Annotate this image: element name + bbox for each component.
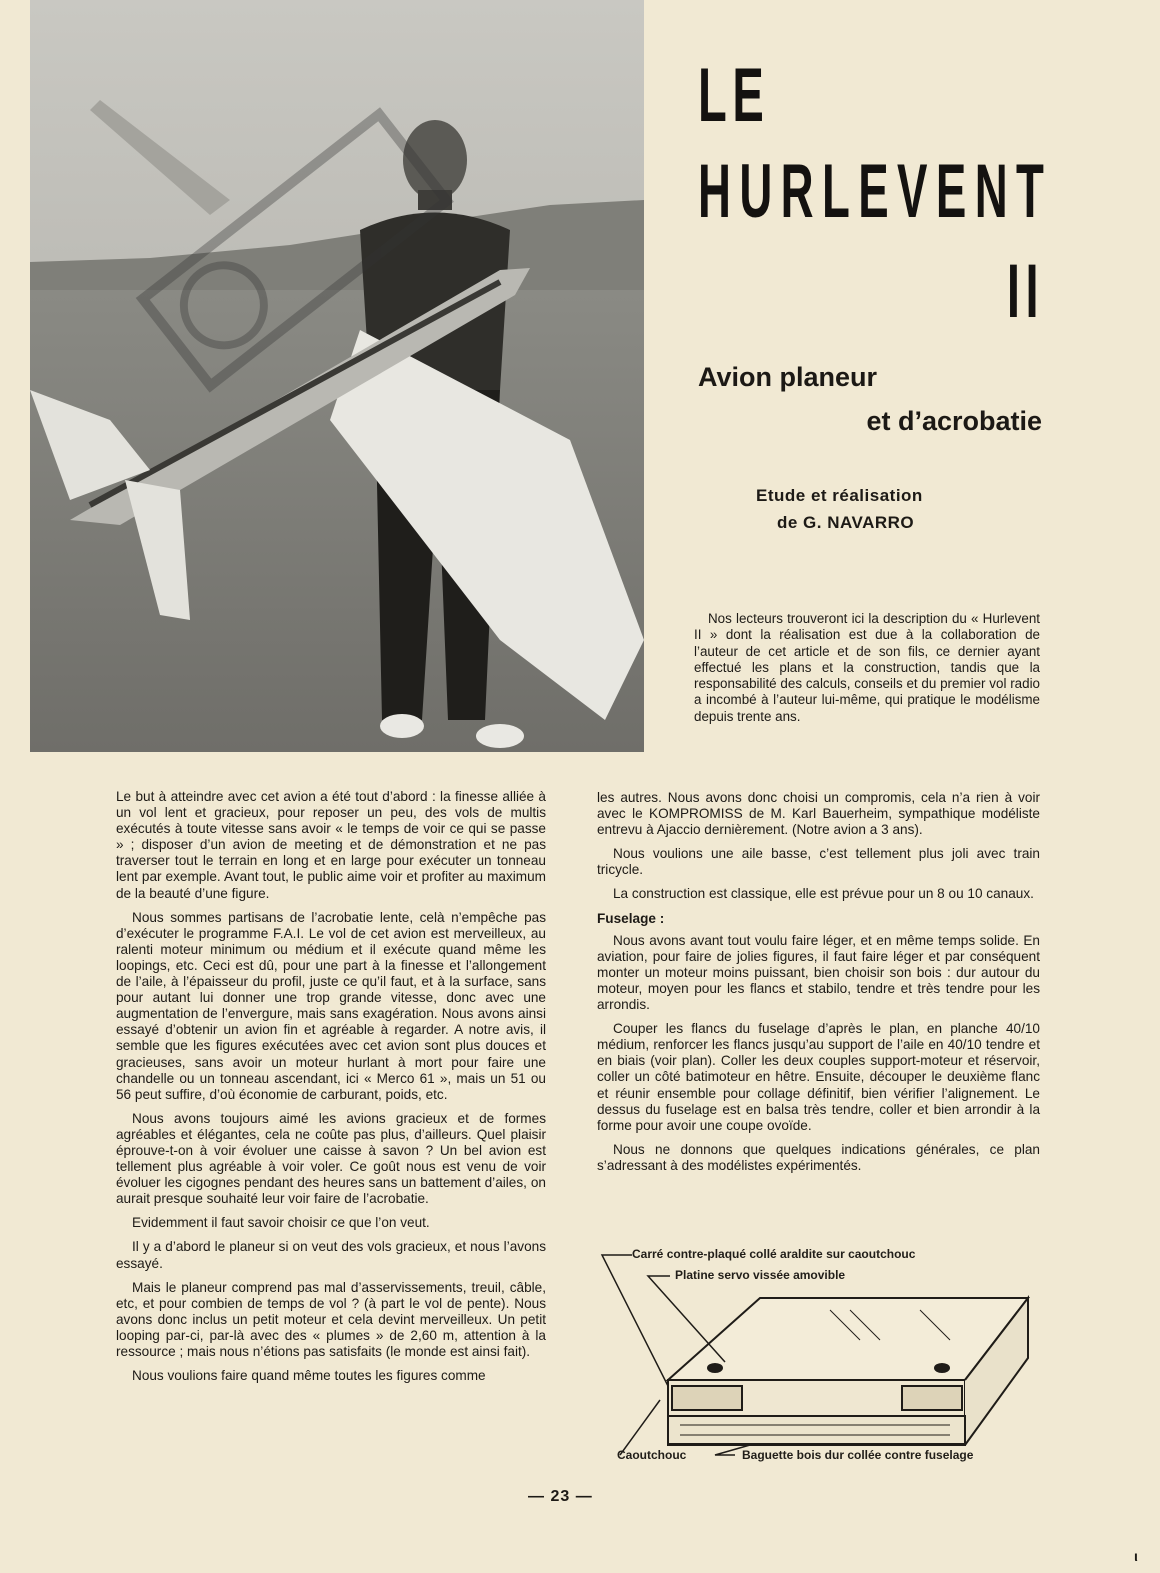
body-paragraph: Nous avons toujours aimé les avions gracieux et de formes agréables et élégantes, cela ne coûte pas plus, d’ailleurs. Quel plaisir éprouve-t-on à voir évoluer une caisse à savon ? Un bel avion est tellement plus agréable à voir voler. Ce goût nous est venu de voir évoluer les cigognes pendant des heures sans un battement d’ailes, on aurait presque souhaité leur voir faire de l’acrobatie.	[116, 1110, 546, 1207]
credit-line-1: Etude et réalisation	[756, 486, 923, 505]
servo-mount-diagram	[590, 1240, 1060, 1475]
corner-mark: ι	[1134, 1548, 1138, 1564]
body-paragraph: Le but à atteindre avec cet avion a été tout d’abord : la finesse alliée à un vol lent et gracieux, pour reposer un peu, des vols de multis exécutés à toute vitesse sans avoir « le temps de voir ce qui se passe » ; disposer d’un avion de meeting et de démonstration et ne pas traverser tout le terrain en long et en large pour exécuter un tonneau lent par exemple. Avant tout, le public aime voir et profiter au maximum de la beauté d’une figure.	[116, 789, 546, 901]
title-line-1: LE	[698, 53, 770, 138]
page-number: — 23 —	[528, 1488, 593, 1505]
body-paragraph: Couper les flancs du fuselage d’après le plan, en planche 40/10 médium, renforcer les flancs jusqu’au support de l’aile en 40/10 tendre et en biais (voir plan). Coller les deux couples support-moteur et réservoir, coller un côté batimoteur en hêtre. Ensuite, découper le deuxième flanc et réunir ensemble pour collage définitif, bien vérifier l’alignement. Le dessus du fuselage est en balsa très tendre, coller et bien arrondir à la forme pour avoir une coupe ovoïde.	[597, 1021, 1040, 1133]
title-line-2: HURLEVENT	[698, 149, 1053, 234]
left-column	[116, 789, 546, 1392]
body-paragraph: Nous voulions une aile basse, c’est tellement plus joli avec train tricycle.	[597, 846, 1040, 878]
body-paragraph: Mais le planeur comprend pas mal d’asservissements, treuil, câble, etc, et pour combien de temps de vol ? (à part le vol de pente). Nous avons donc inclus un petit moteur et cela devint merveilleux. Un petit looping par-ci, par-là avec des « plumes » de 2,60 m, attention à la ressource ; mais nous n’étions pas satisfaits (le monde est ainsi fait).	[116, 1279, 546, 1359]
body-paragraph: Nous sommes partisans de l’acrobatie lente, celà n’empêche pas d’exécuter le programme F.A.I. Le vol de cet avion est merveilleux, au ralenti moteur minimum ou médium et il exécute quand même les loopings, etc. Ceci est dû, pour une part à la finesse et l’allongement de l’aile, à l’épaisseur du profil, juste ce qu’il faut, et à la surface, sans pour autant lui donner une trop grande vitesse, donc avec une augmentation de l’envergure, mais sans exagération. Nous avons ainsi essayé d’obtenir un avion fin et agréable à regarder. A notre avis, il semble que les figures exécutées avec cet avion sont plus douces et gracieuses, sans avoir un moteur hurlant à mort pour faire une chandelle ou un tonneau ascendant, ici « Merco 61 », mais un 51 ou 56 peut suffire, d’où économie de carburant, poids, etc.	[116, 909, 546, 1102]
body-paragraph: Nous ne donnons que quelques indications générales, ce plan s’adressant à des modélistes expérimentés.	[597, 1141, 1040, 1173]
title-line-3: II	[1006, 249, 1044, 334]
diagram-label-hardwood-strip: Baguette bois dur collée contre fuselage	[742, 1448, 974, 1462]
subtitle-line-1: Avion planeur	[698, 362, 878, 392]
section-heading: Fuselage :	[597, 910, 665, 926]
body-paragraph: les autres. Nous avons donc choisi un compromis, cela n’a rien à voir avec le KOMPROMISS de M. Karl Bauerheim, sympathique modéliste entrevu à Ajaccio dernièrement. (Notre avion a 3 ans).	[597, 790, 1040, 838]
diagram-label-servo-plate: Platine servo vissée amovible	[675, 1268, 846, 1282]
intro-paragraph: Nos lecteurs trouveront ici la description du « Hurlevent II » dont la réalisation est due à la collaboration de l’auteur de cet article et de son fils, ce dernier ayant effectué les plans et la construction, tandis que la responsabilité des calculs, conseils et du premier vol radio a incombé à l’auteur lui-même, qui pratique le modélisme depuis trente ans.	[694, 611, 1040, 724]
subtitle-line-2: et d’acrobatie	[866, 406, 1042, 436]
body-paragraph: Nous voulions faire quand même toutes les figures comme	[132, 1368, 486, 1384]
credit-line-2: de G. NAVARRO	[777, 513, 915, 532]
article-photo	[30, 0, 644, 752]
photo-illustration	[30, 0, 644, 752]
body-paragraph: Nous avons avant tout voulu faire léger, et en même temps solide. En aviation, pour faire de jolies figures, il faut faire léger et par conséquent monter un moteur moins puissant, bien choisir son bois : dur autour du moteur, moyen pour les flancs et stabilo, tendre et très tendre pour les arrondis.	[597, 932, 1040, 1013]
body-paragraph: Evidemment il faut savoir choisir ce que l’on veut.	[132, 1215, 430, 1231]
body-paragraph: Il y a d’abord le planeur si on veut des vols gracieux, et nous l’avons essayé.	[116, 1239, 546, 1271]
body-paragraph: La construction est classique, elle est prévue pour un 8 ou 10 canaux.	[613, 886, 1034, 902]
right-column	[597, 790, 1040, 1182]
diagram-label-rubber: Caoutchouc	[617, 1448, 687, 1462]
diagram-label-plywood: Carré contre-plaqué collé araldite sur caoutchouc	[632, 1247, 916, 1261]
